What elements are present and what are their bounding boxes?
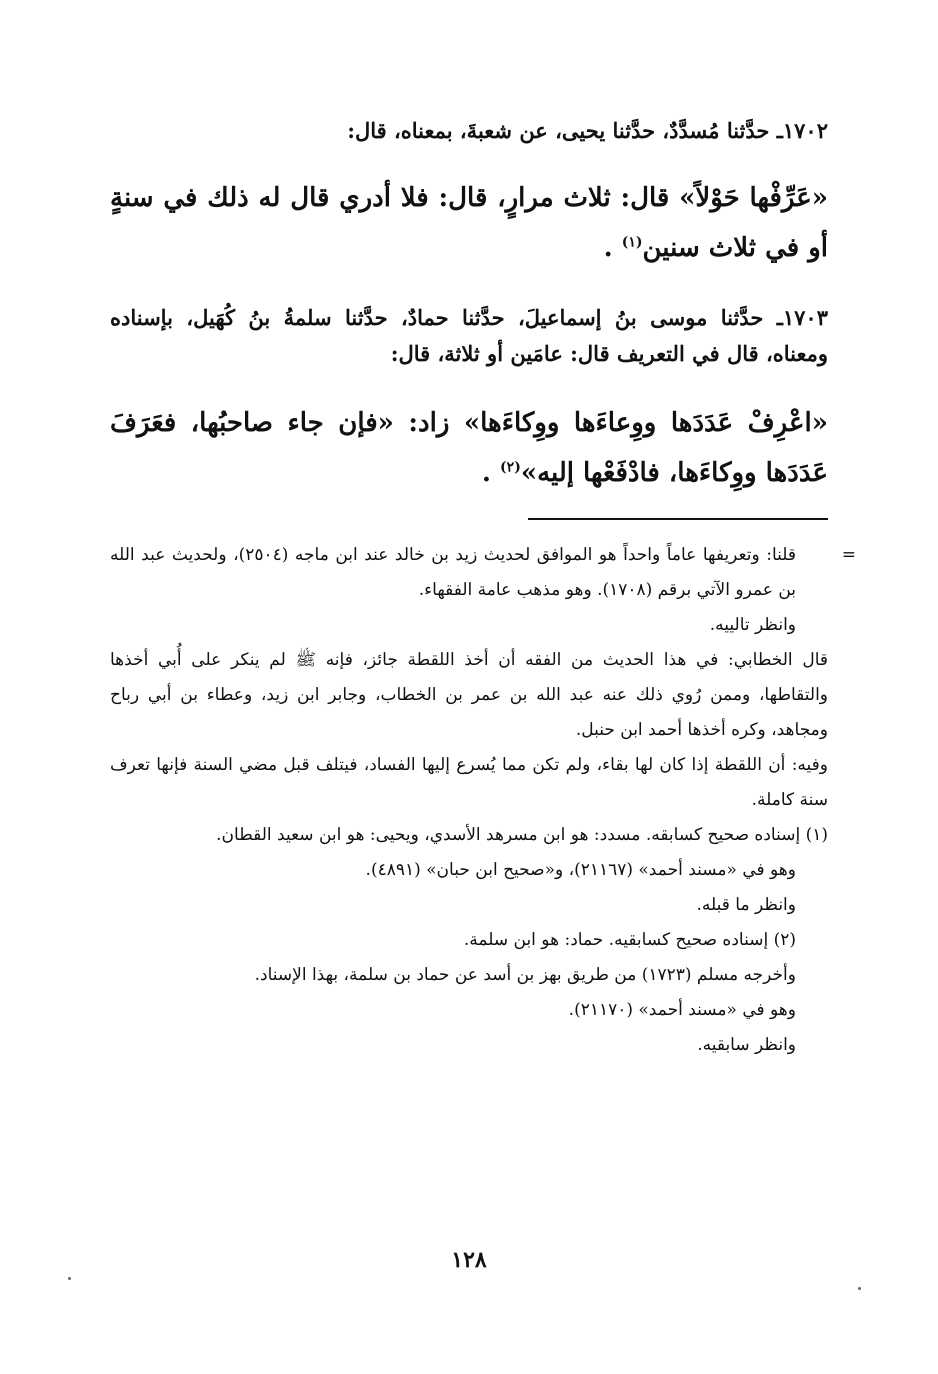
footnote-prev-para-2: وانظر تالييه.	[709, 615, 796, 635]
footnote-1-line-2: وهو في «مسند أحمد» (٢١١٦٧)، و«صحيح ابن حبان» (٤٨٩١).	[365, 860, 796, 880]
hadith-1703-text-block	[110, 398, 828, 498]
footnote-ref-1: (١)	[621, 234, 643, 251]
footnote-ref-2: (٢)	[500, 459, 521, 476]
hadith-1702-body: «عَرِّفْها حَوْلاً» قال: ثلاث مرارٍ، قال: فلا أدري قال له ذلك في سنةٍ أو في ثلاث سنين	[110, 183, 828, 263]
footnote-1-line-3: وانظر ما قبله.	[696, 895, 796, 915]
scan-speck	[858, 1287, 861, 1290]
footnote-prev-para-3: قال الخطابي: في هذا الحديث من الفقه أن أخذ اللقطة جائز، فإنه ﷺ لم ينكر على أُبي أخذها والتقاطها، وممن رُوي ذلك عنه عبد الله بن عمر بن الخطاب، وجابر ابن زيد، وعطاء بن أبي رباح ومجاهد، وكره أخذها أحمد ابن حنبل.	[110, 650, 828, 740]
hadith-1702-text	[110, 173, 828, 273]
hadith-1703-text	[110, 398, 828, 498]
hadith-1703	[110, 300, 828, 372]
hadith-1703-end: .	[481, 458, 491, 488]
footnotes	[110, 538, 856, 1063]
footnote-divider	[528, 518, 828, 520]
footnote-prev-para-4: وفيه: أن اللقطة إذا كان لها بقاء، ولم تكن مما يُسرع إليها الفساد، فيتلف قبل مضي السنة فإنها تعرف سنة كاملة.	[110, 755, 828, 810]
footnote-2-line-4: وانظر سابقيه.	[697, 1035, 796, 1055]
hadith-1702-end: .	[603, 233, 613, 263]
hadith-1702	[110, 113, 828, 149]
footnote-1-line-1: (١) إسناده صحيح كسابقه. مسدد: هو ابن مسرهد الأسدي، ويحيى: هو ابن سعيد القطان.	[216, 825, 828, 845]
page-number: ١٢٨	[451, 1247, 487, 1273]
footnote-2-line-1: (٢) إسناده صحيح كسابقيه. حماد: هو ابن سلمة.	[463, 930, 796, 950]
continuation-mark: =	[841, 545, 856, 565]
hadith-1702-text-block	[110, 173, 828, 273]
hadith-1703-intro: ١٧٠٣ـ حدَّثنا موسى بنُ إسماعيلَ، حدَّثنا حمادٌ، حدَّثنا سلمةُ بنُ كُهَيل، بإسناده ومعناه، قال في التعريف قال: عامَين أو ثلاثة، قال:	[110, 305, 828, 366]
footnote-2-line-2: وأخرجه مسلم (١٧٢٣) من طريق بهز بن أسد عن حماد بن سلمة، بهذا الإسناد.	[254, 965, 796, 985]
hadith-1703-body: «اعْرِفْ عَدَدَها ووِعاءَها ووِكاءَها» زاد: «فإن جاء صاحبُها، فعَرَفَ عَدَدَها ووِكاءَها، فادْفَعْها إليه»	[110, 408, 828, 488]
hadith-1702-intro: ١٧٠٢ـ حدَّثنا مُسدَّدٌ، حدَّثنا يحيى، عن شعبةَ، بمعناه، قال:	[347, 118, 828, 143]
footnote-prev-para-1: قلنا: وتعريفها عاماً واحداً هو الموافق لحديث زيد بن خالد عند ابن ماجه (٢٥٠٤)، ولحديث عبد الله بن عمرو الآتي برقم (١٧٠٨). وهو مذهب عامة الفقهاء.	[110, 545, 797, 600]
footnote-2-line-3: وهو في «مسند أحمد» (٢١١٧٠).	[568, 1000, 796, 1020]
scan-speck	[68, 1277, 71, 1280]
